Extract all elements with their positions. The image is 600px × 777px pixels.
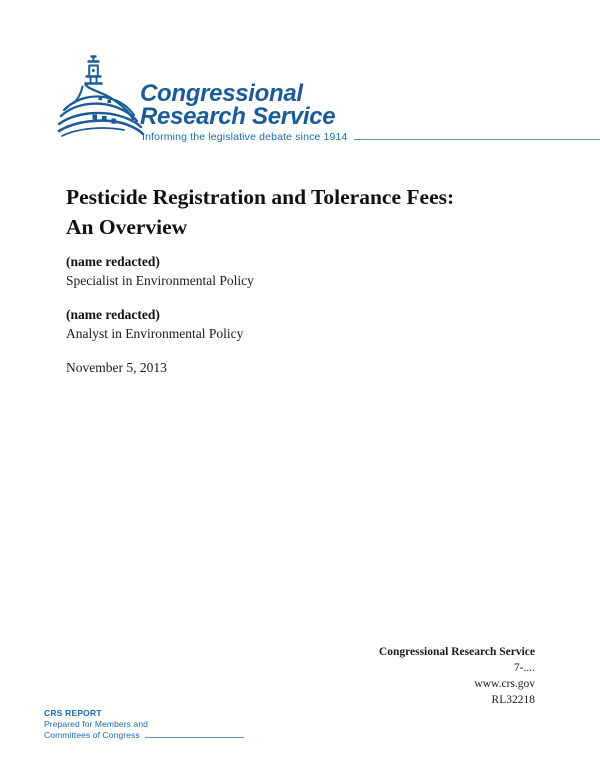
report-label: CRS REPORT: [44, 708, 102, 718]
footer-contact-block: [275, 644, 535, 708]
author-list: [66, 252, 466, 358]
author-name: (name redacted): [66, 254, 160, 269]
author-name: (name redacted): [66, 307, 160, 322]
author-entry: [66, 252, 466, 290]
wordmark-line-1: Congressional: [140, 80, 303, 107]
tagline-divider: [354, 139, 600, 140]
footer-divider: [145, 737, 244, 738]
title-line-2: An Overview: [66, 215, 188, 240]
wordmark-line-2: Research Service: [140, 103, 336, 130]
report-subtitle-line-1: Prepared for Members and: [44, 719, 148, 729]
crs-wordmark: [140, 82, 335, 128]
author-entry: [66, 305, 466, 343]
title-line-1: Pesticide Registration and Tolerance Fees:: [66, 185, 455, 210]
crs-report-badge: [44, 708, 244, 741]
report-subtitle-line-2: Committees of Congress: [44, 730, 140, 740]
author-role: Analyst in Environmental Policy: [66, 326, 244, 341]
crs-tagline: Informing the legislative debate since 1914: [142, 131, 348, 143]
publication-date: November 5, 2013: [66, 360, 167, 375]
crs-masthead: [56, 50, 556, 146]
crs-capitol-dome-logo: [56, 50, 148, 142]
report-subtitle-row: [44, 730, 244, 741]
footer-report-number: RL32218: [491, 694, 535, 706]
page-title: [66, 182, 536, 242]
footer-organization: Congressional Research Service: [378, 646, 535, 658]
footer-phone: 7-....: [513, 662, 535, 674]
tagline-row: [142, 131, 600, 143]
author-role: Specialist in Environmental Policy: [66, 273, 254, 288]
footer-website[interactable]: www.crs.gov: [474, 678, 535, 690]
